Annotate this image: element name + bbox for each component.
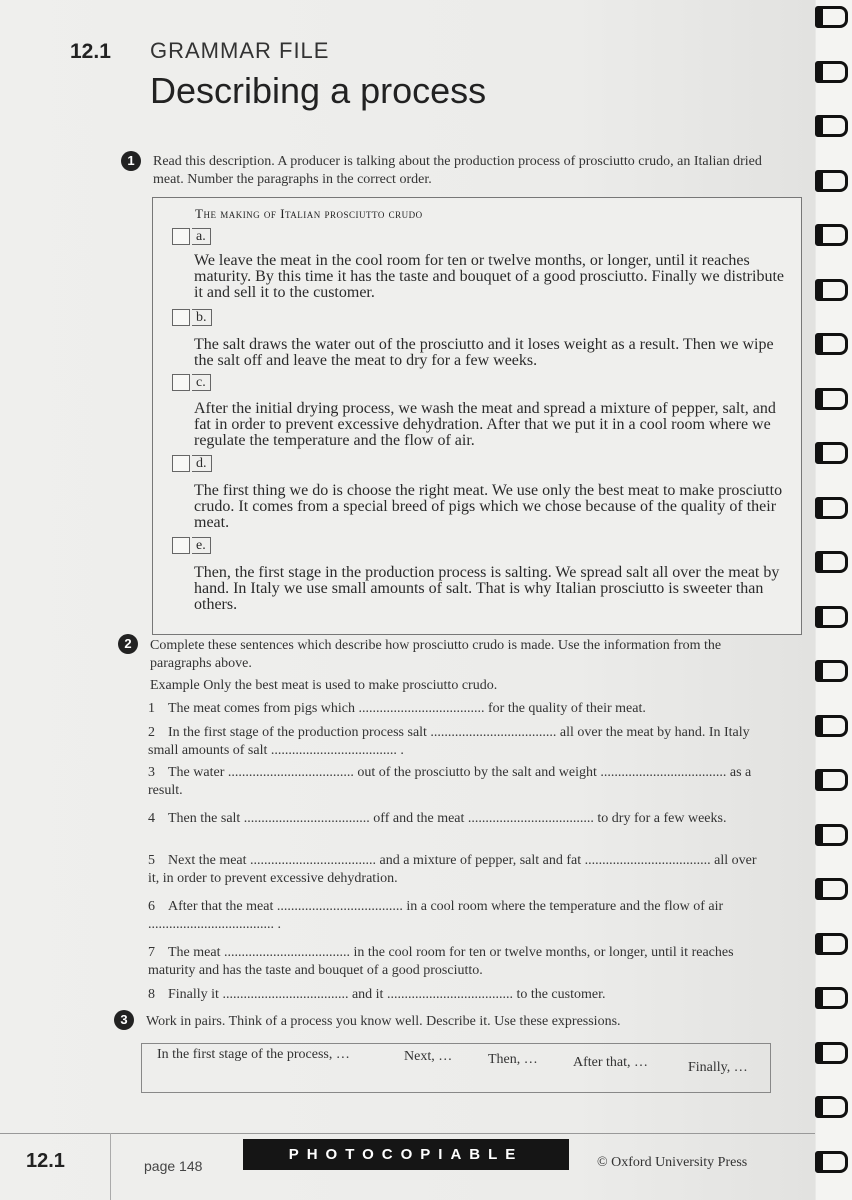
footer-rule — [0, 1133, 815, 1134]
section-label: GRAMMAR FILE — [150, 38, 330, 63]
order-checkbox[interactable] — [172, 228, 190, 245]
expression-phrase: Then, … — [488, 1052, 538, 1067]
copyright-notice: © Oxford University Press — [597, 1155, 748, 1170]
paragraph-b-text: The salt draws the water out of the prosciutto and it loses weight as a result. Then we wipe the salt off and leave the meat to dry for a few weeks. — [194, 336, 774, 369]
footer-divider — [110, 1133, 111, 1200]
order-checkbox[interactable] — [172, 374, 190, 391]
expression-phrase: Next, … — [404, 1049, 453, 1064]
sentence-item: 6 After that the meat .................................... in a cool room where the temperature and the flow of air .................................... . — [148, 899, 724, 932]
paragraph-b-label: b. — [172, 309, 212, 326]
photocopiable-banner: PHOTOCOPIABLE — [243, 1139, 569, 1170]
binding-ring — [815, 388, 848, 410]
paragraph-c-text: After the initial drying process, we wash the meat and spread a mixture of pepper, salt, and fat in order to prevent excessive dehydration. After that we put it in a cool room where we regulate the temperature and the flow of air. — [194, 400, 776, 449]
binding-ring — [815, 824, 848, 846]
binding-ring — [815, 660, 848, 682]
binding-ring — [815, 551, 848, 573]
exercise-1-number: 1 — [121, 151, 141, 171]
exercise-2-instruction: Complete these sentences which describe how prosciutto crudo is made. Use the information from the paragraphs above. — [150, 638, 722, 671]
sentence-item: 3 The water .................................... out of the prosciutto by the salt and weight .................................... as a result. — [148, 765, 752, 798]
binding-ring — [815, 115, 848, 137]
binding-ring — [815, 769, 848, 791]
paragraph-c-label: c. — [172, 374, 211, 391]
binding-ring — [815, 224, 848, 246]
paragraph-d-text: The first thing we do is choose the right meat. We use only the best meat to make prosciutto crudo. It comes from a special breed of pigs which we chose because of the quality of their meat. — [194, 482, 783, 531]
order-checkbox[interactable] — [172, 537, 190, 554]
reading-box-title: The making of Italian prosciutto crudo — [195, 206, 423, 221]
sentence-item: 5 Next the meat .................................... and a mixture of pepper, salt and fat .................................... all over it, in order to prevent excessive dehydration. — [148, 853, 757, 886]
binding-ring — [815, 279, 848, 301]
section-number: 12.1 — [70, 40, 111, 63]
expression-phrase: After that, … — [573, 1055, 649, 1070]
example-sentence: Example Only the best meat is used to make prosciutto crudo. — [150, 678, 498, 693]
sentence-item: 7 The meat .................................... in the cool room for ten or twelve months, or longer, until it reaches maturity and has the taste and bouquet of a good prosciutto. — [148, 945, 734, 978]
expression-phrase: Finally, … — [688, 1060, 748, 1075]
sentence-item: 1 The meat comes from pigs which .................................... for the quality of their meat. — [148, 701, 646, 716]
binding-ring — [815, 442, 848, 464]
binding-ring — [815, 606, 848, 628]
binding-ring — [815, 6, 848, 28]
binding-ring — [815, 1042, 848, 1064]
spiral-binding — [816, 0, 852, 1200]
exercise-1-instruction: Read this description. A producer is talking about the production process of prosciutto crudo, an Italian dried meat. Number the paragraphs in the correct order. — [153, 154, 762, 187]
footer-page-number: page 148 — [144, 1158, 203, 1174]
binding-ring — [815, 1151, 848, 1173]
sentence-item: 2 In the first stage of the production process salt .................................... all over the meat by hand. In Italy small amounts of salt .................................... . — [148, 725, 750, 758]
footer-section-number: 12.1 — [26, 1150, 65, 1172]
exercise-3-number: 3 — [114, 1010, 134, 1030]
exercise-3-instruction: Work in pairs. Think of a process you know well. Describe it. Use these expressions. — [146, 1014, 621, 1029]
page-title: Describing a process — [150, 70, 487, 111]
expression-phrase: In the first stage of the process, … — [157, 1047, 350, 1062]
sentence-item: 4 Then the salt .................................... off and the meat .................................... to dry for a few weeks. — [148, 811, 727, 826]
binding-ring — [815, 497, 848, 519]
exercise-2-number: 2 — [118, 634, 138, 654]
order-checkbox[interactable] — [172, 455, 190, 472]
binding-ring — [815, 61, 848, 83]
paragraph-e-text: Then, the first stage in the production process is salting. We spread salt all over the meat by hand. In Italy we use small amounts of salt. That is why Italian prosciutto is sweeter than others. — [194, 564, 780, 613]
order-checkbox[interactable] — [172, 309, 190, 326]
paragraph-a-text: We leave the meat in the cool room for ten or twelve months, or longer, until it reaches maturity. By this time it has the taste and bouquet of a good prosciutto. Finally we distribute it and sell it to the customer. — [194, 252, 784, 301]
binding-ring — [815, 333, 848, 355]
binding-ring — [815, 933, 848, 955]
paragraph-d-label: d. — [172, 455, 212, 472]
paragraph-a-label: a. — [172, 228, 211, 245]
sentence-item: 8 Finally it .................................... and it .................................... to the customer. — [148, 987, 606, 1002]
binding-ring — [815, 987, 848, 1009]
binding-ring — [815, 1096, 848, 1118]
binding-ring — [815, 170, 848, 192]
paragraph-e-label: e. — [172, 537, 211, 554]
binding-ring — [815, 715, 848, 737]
binding-ring — [815, 878, 848, 900]
